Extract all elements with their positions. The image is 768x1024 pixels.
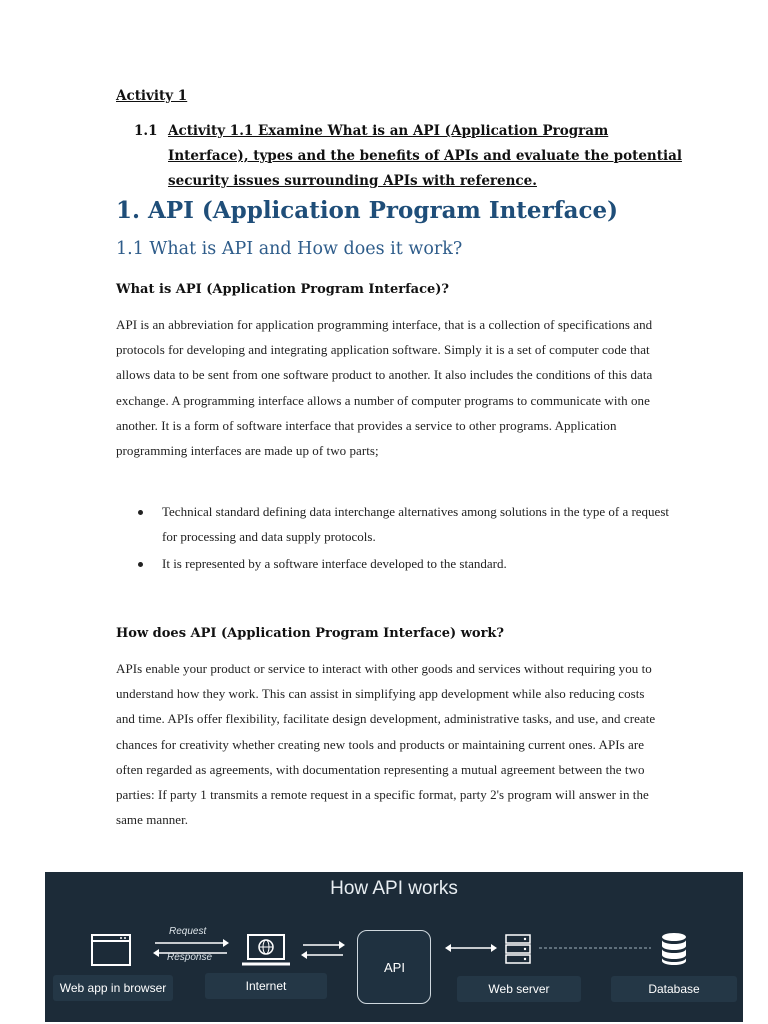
list-item [136,552,676,577]
response-label: Response [167,952,213,963]
list-item [136,500,676,549]
section-how-api-works-paragraph: APIs enable your product or service to interact with other goods and services without requiring you to understand how they work. This can assist in simplifying app development while also reducing costs and time. APIs offer flexibility, facilitate design development, administrative tasks, and use, and create chances for creativity whether creating new tools and products or maintaining current ones. APIs are often regarded as agreements, with documentation representing a mutual agreement between the two parties: If party 1 transmits a remote request in a specific format, party 2's program will answer in the same manner. [116,661,656,828]
server-rack-icon [505,934,535,968]
section-how-api-works-title: How does API (Application Program Interface) work? [116,626,505,641]
subsection-title: Activity 1.1 Examine What is an API (Application Program Interface), types and the benefits of APIs and evaluate the potential security issues surrounding APIs with reference. [168,123,682,189]
section-what-is-api-paragraph: API is an abbreviation for application programming interface, that is a collection of specifications and protocols for developing and integrating application software. Simply it is a set of computer code that allows data to be sent from one software product to another. It also includes the conditions of this data exchange. A programming interface allows a number of computer programs to communicate with one another. It is a form of software interface that provides a service to other programs. Application programming interfaces are made up of two parts; [116,317,653,459]
web-app-label: Web app in browser [53,975,173,1001]
database-label: Database [611,976,737,1002]
database-icon [659,932,689,966]
heading-level-1: 1. API (Application Program Interface) [116,197,619,224]
api-label: API [384,960,405,975]
internet-api-arrows-icon [301,940,345,960]
bullet-icon [138,562,143,567]
list-item-text: It is represented by a software interface developed to the standard. [162,556,507,571]
activity-heading: Activity 1 [116,88,188,104]
api-server-arrow-icon [445,942,497,954]
section-what-is-api-title: What is API (Application Program Interface)? [116,282,450,297]
subsection-number: 1.1 [134,123,158,139]
request-label: Request [169,926,207,937]
how-api-works-diagram [45,872,743,1022]
bullet-icon [138,510,143,515]
bullet-list [136,500,676,580]
diagram-title: How API works [330,878,458,899]
internet-label: Internet [205,973,327,999]
web-server-label: Web server [457,976,581,1002]
list-item-text: Technical standard defining data interchange alternatives among solutions in the type of a request for processing and data supply protocols. [162,504,669,544]
browser-window-icon [91,934,131,966]
heading-level-2: 1.1 What is API and How does it work? [116,239,463,259]
server-database-connector [539,946,651,950]
laptop-globe-icon [241,934,291,968]
